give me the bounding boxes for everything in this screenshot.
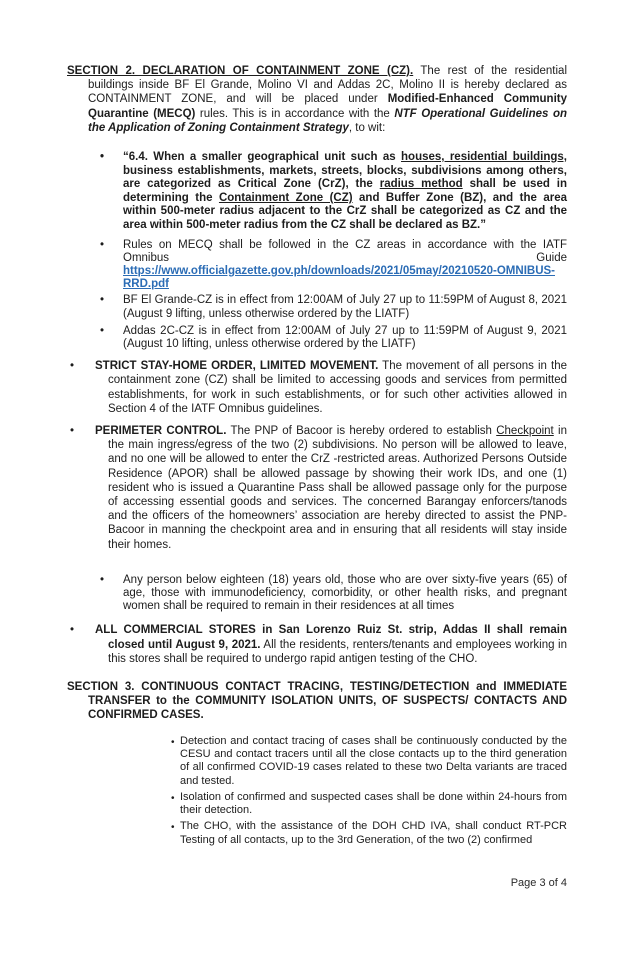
- quote-underline-houses: houses, residential buildings,: [401, 151, 567, 164]
- commercial-stores-lead: ALL COMMERCIAL STORES in San Lorenzo Ruiz St. strip, Addas II shall remain closed until August 9, 2021.: [95, 624, 567, 651]
- quote-text: “6.4. When a smaller geographical unit such as: [123, 151, 402, 164]
- bullet-vulnerable-persons: • Any person below eighteen (18) years old, those who are over sixty-five years (65) of age, those with immunodeficiency, comorbidity, or other health risks, and pregnant women shall be required to remain in their residences at all times: [67, 574, 567, 614]
- bullet-detection-tracing: • Detection and contact tracing of cases shall be continuously conducted by the CESU and contact tracers until all the close contacts up to the third generation of all confirmed COVID-19 cases related to these two Delta variants are traced and tested.: [67, 735, 567, 788]
- perimeter-control-text: The PNP of Bacoor is hereby ordered to establish: [226, 425, 497, 438]
- perimeter-control-text-2: in the main ingress/egress of the two (2) subdivisions. No person will be allowed to leave, and no one will be allowed to enter the CrZ -restricted areas. Authorized Persons Outside Residence (APOR) shall be allowed passage by showing their work IDs, and one (1) resident who is issued a Quarantine Pass shall be allowed passage only for the purpose of accessing essential goods and services. The concerned Barangay enforcers/tanods and the officers of the homeowners’ association are hereby directed to assist the PNP-Bacoor in manning the checkpoint area and in ensuring that all residents will stay inside their homes.: [108, 425, 567, 551]
- quote-text-2: business establishments, markets, streets, blocks, subdivisions among others, are categorized as Critical Zone (CrZ), the: [123, 164, 567, 191]
- checkpoint-underline: Checkpoint: [496, 425, 554, 438]
- stay-home-order-lead: STRICT STAY-HOME ORDER, LIMITED MOVEMENT.: [95, 360, 379, 373]
- section2-heading: SECTION 2. DECLARATION OF CONTAINMENT ZONE (CZ).: [67, 65, 414, 77]
- bullet-isolation: • Isolation of confirmed and suspected cases shall be done within 24-hours from their detection.: [67, 791, 567, 818]
- quote-underline-containment-zone: Containment Zone (CZ): [218, 191, 353, 204]
- quote-underline-radius-method: radius method: [379, 178, 463, 191]
- mecq-bold-phrase: Modified-Enhanced Community Quarantine (MECQ): [88, 93, 567, 120]
- section3-heading: SECTION 3. CONTINUOUS CONTACT TRACING, TESTING/DETECTION and IMMEDIATE TRANSFER to the COMMUNITY ISOLATION UNITS, OF SUSPECTS/ CONTACTS AND CONFIRMED CASES.: [67, 681, 567, 722]
- bullet-perimeter-control: [67, 424, 567, 552]
- quote-text-4: and Buffer Zone (BZ), and the area within 500-meter radius adjacent to the CrZ shall be categorized as CZ and the area within 500-meter radius from the CZ shall be declared as BZ.”: [123, 191, 567, 231]
- document-body: [67, 64, 567, 850]
- bullet-rtpcr-testing: • The CHO, with the assistance of the DOH CHD IVA, shall conduct RT-PCR Testing of all contacts, up to the 3rd Generation, of the two (2) confirmed: [67, 820, 567, 847]
- omnibus-guide-link[interactable]: https://www.officialgazette.gov.ph/downloads/2021/05may/20210520-OMNIBUS-RRD.pdf: [123, 264, 555, 291]
- ntf-guidelines-title: NTF Operational Guidelines on the Application of Zoning Containment Strategy: [88, 107, 567, 134]
- stay-home-order-text: The movement of all persons in the containment zone (CZ) shall be limited to accessing goods and services from permitted establishments, for work in such establishments, or for such other activities allowed in Section 4 of the IATF Omnibus guidelines.: [108, 360, 567, 415]
- mecq-rules-text: Rules on MECQ shall be followed in the CZ areas in accordance with the IATF Omnibus Guide: [123, 238, 567, 264]
- section2-intro-text: The rest of the residential buildings inside BF El Grande, Molino VI and Addas 2C, Molino II is hereby declared as CONTAINMENT ZONE, and will be placed under: [88, 65, 568, 106]
- bullet-stay-home-order: [67, 359, 567, 416]
- quote-text-3: shall be used in determining the: [123, 178, 568, 204]
- commercial-stores-text: All the residents, renters/tenants and employees working in this stores shall be required to undergo rapid antigen testing of the CHO.: [108, 638, 568, 665]
- bullet-bf-el-grande-cz: • BF El Grande-CZ is in effect from 12:00AM of July 27 up to 11:59PM of August 8, 2021 (August 9 lifting, unless otherwise ordered by the LIATF): [67, 294, 567, 320]
- perimeter-control-lead: PERIMETER CONTROL.: [95, 425, 227, 438]
- bullet-quote-6-4: [67, 151, 567, 233]
- bullet-commercial-stores: [67, 623, 567, 666]
- bullet-addas-2c-cz: • Addas 2C-CZ is in effect from 12:00AM of July 27 up to 11:59PM of August 9, 2021 (August 10 lifting, unless otherwise ordered by the LIATF): [67, 325, 567, 351]
- section2-intro-text-2: rules. This is in accordance with the: [195, 107, 395, 120]
- bullet-mecq-rules: [67, 239, 567, 292]
- page-number-label: Page 3 of 4: [510, 877, 567, 889]
- section2-paragraph: [67, 64, 567, 135]
- section2-intro-text-3: , to wit:: [348, 121, 386, 134]
